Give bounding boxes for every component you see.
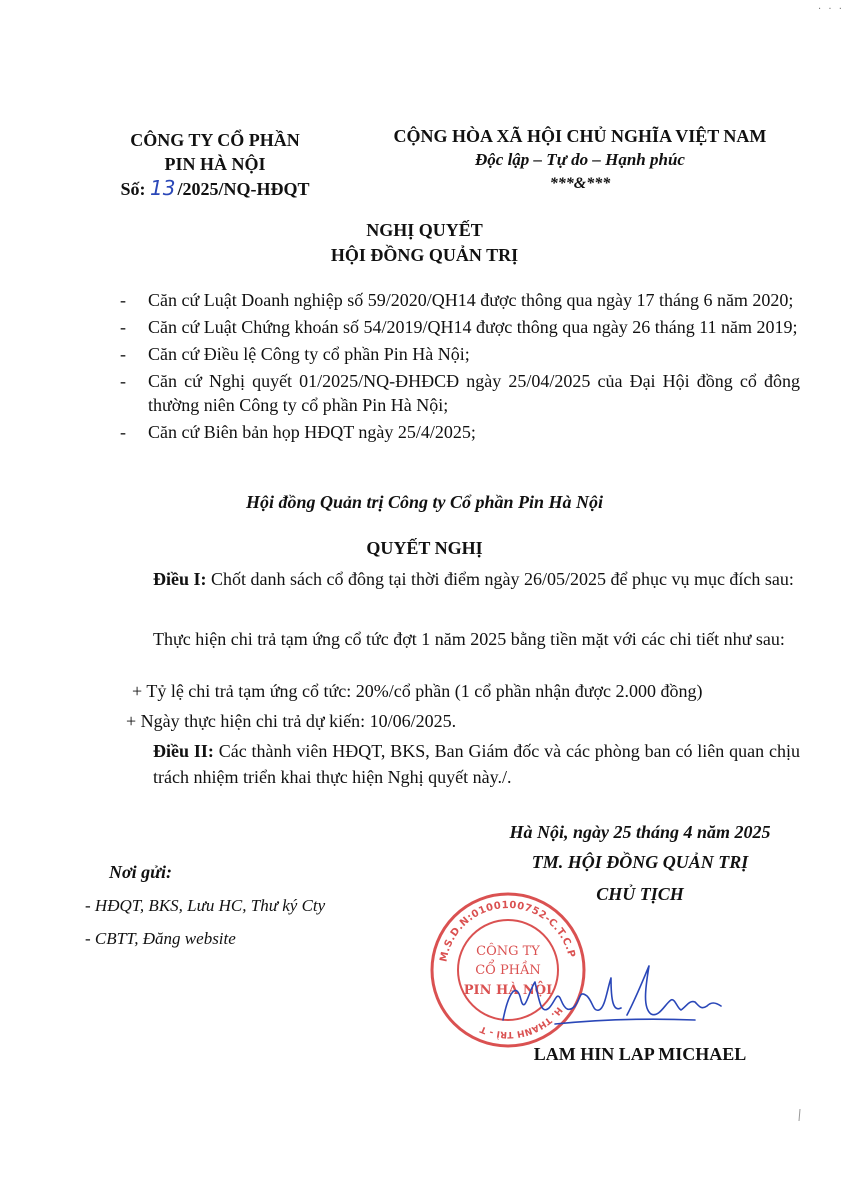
- recipients-block: [85, 856, 415, 955]
- legal-basis-item: - Căn cứ Luật Doanh nghiệp số 59/2020/QH14 được thông qua ngày 17 tháng 6 năm 2020;: [120, 288, 800, 312]
- svg-text:M.S.D.N:0100100752-C.T.C.P: M.S.D.N:0100100752-C.T.C.P: [438, 899, 577, 963]
- nation-name: CỘNG HÒA XÃ HỘI CHỦ NGHĨA VIỆT NAM: [393, 126, 767, 146]
- document-number: [70, 176, 360, 201]
- recipient-item: - HĐQT, BKS, Lưu HC, Thư ký Cty: [85, 896, 326, 915]
- chairman-name: LAM HIN LAP MICHAEL: [533, 1044, 747, 1064]
- article-2-text: Các thành viên HĐQT, BKS, Ban Giám đốc và các phòng ban có liên quan chịu trách nhiệm triển khai thực hiện Nghị quyết này./.: [153, 741, 800, 787]
- svg-text:CỔ PHẦN: CỔ PHẦN: [475, 963, 541, 978]
- article-1-label: Điều I:: [153, 569, 207, 589]
- chairman-title: CHỦ TỊCH: [596, 884, 684, 904]
- board-line: Hội đồng Quản trị Công ty Cổ phần Pin Hà Nội: [245, 492, 604, 512]
- legal-basis-item: - Căn cứ Biên bản họp HĐQT ngày 25/4/2025;: [120, 420, 800, 444]
- legal-basis-item: - Căn cứ Nghị quyết 01/2025/NQ-ĐHĐCĐ ngày 25/04/2025 của Đại Hội đồng cổ đông thường niên Công ty cổ phần Pin Hà Nội;: [120, 369, 800, 417]
- on-behalf-board: TM. HỘI ĐỒNG QUẢN TRỊ: [531, 852, 749, 872]
- handwritten-signature: [495, 960, 725, 1035]
- scan-corner-dots: · · ·: [818, 4, 844, 15]
- article-2: [120, 738, 800, 790]
- doc-number-handwritten: 13: [150, 176, 176, 200]
- svg-text:CÔNG TY: CÔNG TY: [476, 944, 540, 959]
- scan-mark: [795, 1108, 805, 1122]
- article-1: [120, 566, 800, 592]
- article-1-detail-text: Thực hiện chi trả tạm ứng cổ tức đợt 1 năm 2025 bằng tiền mặt với các chi tiết như sau:: [153, 629, 785, 649]
- legal-basis-item: - Căn cứ Luật Chứng khoán số 54/2019/QH14 được thông qua ngày 26 tháng 11 năm 2019;: [120, 315, 800, 339]
- document-title: [0, 218, 849, 268]
- article-2-label: Điều II:: [153, 741, 214, 761]
- title-line1: NGHỊ QUYẾT: [366, 220, 483, 240]
- recipients-title: Nơi gửi:: [109, 862, 172, 882]
- doc-number-prefix: Số:: [120, 179, 146, 199]
- article-1-text: Chốt danh sách cổ đông tại thời điểm ngày 26/05/2025 để phục vụ mục đích sau:: [206, 569, 794, 589]
- title-line2: HỘI ĐỒNG QUẢN TRỊ: [330, 245, 519, 265]
- doc-number-suffix: /2025/NQ-HĐQT: [177, 179, 310, 199]
- company-header: [70, 128, 360, 201]
- svg-text:H. THANH TRÌ - T: H. THANH TRÌ - T: [478, 1004, 564, 1040]
- motto-stars: ***&***: [549, 175, 611, 192]
- article-1-item-1: + Tỷ lệ chi trả tạm ứng cổ tức: 20%/cổ phần (1 cổ phần nhận được 2.000 đồng): [132, 681, 703, 701]
- company-name-line1: CÔNG TY CỔ PHẦN: [130, 130, 300, 150]
- national-motto: Độc lập – Tự do – Hạnh phúc: [475, 150, 685, 169]
- article-1-detail: [120, 626, 800, 652]
- national-header: [360, 124, 800, 196]
- legal-bases-list: [120, 288, 800, 447]
- recipient-item: - CBTT, Đăng website: [85, 929, 236, 948]
- legal-basis-item: - Căn cứ Điều lệ Công ty cổ phần Pin Hà Nội;: [120, 342, 800, 366]
- svg-text:PIN HÀ NỘI: PIN HÀ NỘI: [463, 983, 553, 998]
- place-date: Hà Nội, ngày 25 tháng 4 năm 2025: [509, 822, 771, 842]
- resolve-title: QUYẾT NGHỊ: [366, 538, 483, 558]
- company-name-line2: PIN HÀ NỘI: [164, 154, 266, 174]
- article-1-item-2: + Ngày thực hiện chi trả dự kiến: 10/06/2025.: [126, 711, 457, 731]
